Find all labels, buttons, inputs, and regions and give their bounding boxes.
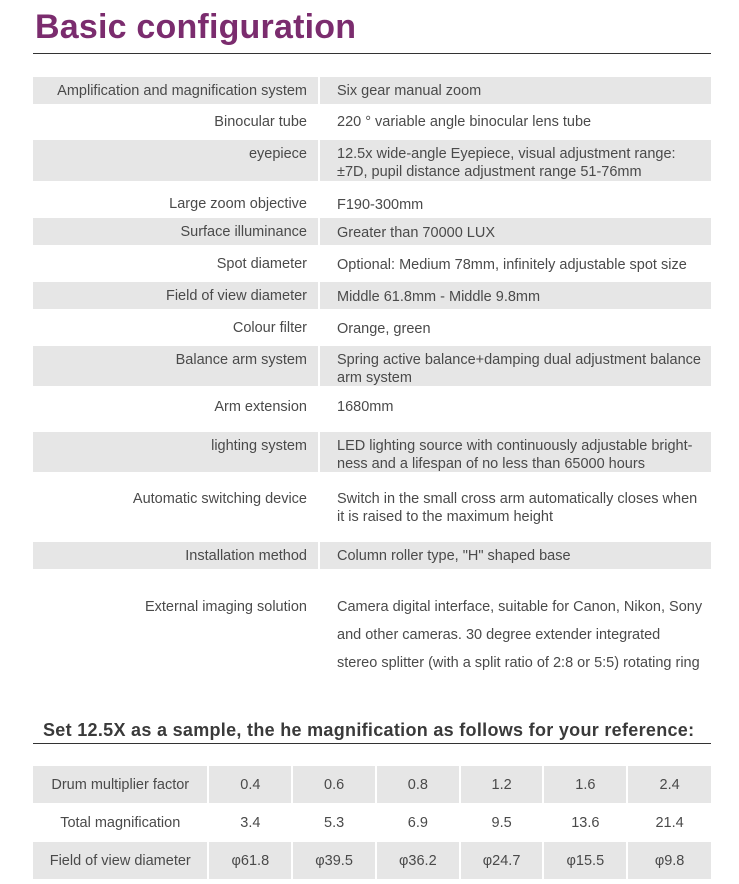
- spec-value-line: ±7D, pupil distance adjustment range 51-76mm: [337, 164, 642, 180]
- spec-row: [33, 432, 711, 472]
- table-cell: 0.4: [209, 766, 291, 803]
- table-cell: φ9.8: [628, 842, 711, 879]
- spec-value-line: Camera digital interface, suitable for Canon, Nikon, Sony: [337, 599, 703, 615]
- spec-row: [33, 390, 711, 428]
- spec-value: [320, 593, 711, 703]
- spec-value-line: ness and a lifespan of no less than 65000 hours: [337, 456, 645, 472]
- spec-value: Six gear manual zoom: [320, 77, 711, 104]
- spec-row: [33, 487, 711, 529]
- spec-value-line: it is raised to the maximum height: [337, 509, 553, 525]
- spec-label: Spot diameter: [216, 256, 307, 272]
- magnification-table: [33, 766, 711, 880]
- spec-value: Optional: Medium 78mm, infinitely adjustable spot size: [337, 257, 687, 273]
- spec-value-line: Switch in the small cross arm automatically closes when: [337, 491, 698, 507]
- spec-value-line: 12.5x wide-angle Eyepiece, visual adjustment range:: [337, 146, 676, 162]
- table-cell: 0.8: [377, 766, 459, 803]
- table-cell: 6.9: [407, 814, 428, 831]
- spec-label: External imaging solution: [144, 599, 307, 615]
- table-cell: φ61.8: [209, 842, 291, 879]
- spec-value: [320, 346, 711, 386]
- spec-label: Binocular tube: [214, 114, 307, 130]
- spec-value: Column roller type, "H" shaped base: [320, 542, 711, 569]
- spec-table: [33, 77, 711, 703]
- table-cell: φ15.5: [544, 842, 626, 879]
- spec-label: lighting system: [33, 432, 318, 472]
- spec-row: [33, 186, 711, 217]
- table-cell: 3.4: [240, 814, 261, 831]
- magnification-row: [33, 842, 711, 879]
- title-divider: [33, 53, 711, 54]
- spec-label: Installation method: [33, 542, 318, 569]
- spec-label: Field of view diameter: [33, 282, 318, 309]
- spec-value-line: Spring active balance+damping dual adjustment balance: [337, 352, 701, 368]
- spec-row: [33, 249, 711, 278]
- spec-label: eyepiece: [33, 140, 318, 181]
- table-cell: 0.6: [293, 766, 375, 803]
- spec-row: [33, 313, 711, 342]
- spec-row: [33, 346, 711, 386]
- spec-value-line: and other cameras. 30 degree extender integrated: [337, 627, 661, 643]
- table-cell: 1.6: [544, 766, 626, 803]
- table-cell: φ24.7: [461, 842, 543, 879]
- spec-value: F190-300mm: [337, 197, 424, 213]
- table-cell: 2.4: [628, 766, 711, 803]
- spec-label: Arm extension: [214, 399, 307, 415]
- spec-value: Orange, green: [337, 321, 431, 337]
- spec-value: Greater than 70000 LUX: [320, 218, 711, 245]
- row-label: Total magnification: [60, 814, 181, 831]
- spec-value: Middle 61.8mm - Middle 9.8mm: [320, 282, 711, 309]
- spec-value: [320, 432, 711, 472]
- table-cell: 5.3: [324, 814, 345, 831]
- spec-label: Surface illuminance: [33, 218, 318, 245]
- spec-label: Large zoom objective: [169, 196, 307, 212]
- row-label: Drum multiplier factor: [33, 766, 207, 803]
- page-title: Basic configuration: [35, 8, 357, 46]
- table-cell: 21.4: [655, 814, 684, 831]
- spec-row: [33, 593, 711, 703]
- spec-label: Balance arm system: [33, 346, 318, 386]
- row-label: Field of view diameter: [33, 842, 207, 879]
- spec-row: [33, 140, 711, 181]
- spec-value: [320, 140, 711, 181]
- spec-row: [33, 108, 711, 136]
- spec-value: 220 ° variable angle binocular lens tube: [337, 114, 592, 130]
- table-cell: 1.2: [461, 766, 543, 803]
- magnification-row: [33, 804, 711, 841]
- spec-value: [320, 487, 711, 529]
- spec-row: [33, 77, 711, 104]
- magnification-row: [33, 766, 711, 803]
- table-cell: 13.6: [571, 814, 600, 831]
- spec-row: [33, 282, 711, 309]
- table-cell: 9.5: [491, 814, 512, 831]
- spec-value-line: stereo splitter (with a split ratio of 2:8 or 5:5) rotating ring: [337, 655, 700, 671]
- spec-value: 1680mm: [337, 399, 394, 415]
- spec-value-line: LED lighting source with continuously adjustable bright-: [337, 438, 693, 454]
- magnification-title: Set 12.5X as a sample, the he magnification as follows for your reference:: [43, 720, 695, 740]
- magnification-divider: [33, 743, 711, 744]
- spec-label: Amplification and magnification system: [33, 77, 318, 104]
- spec-value-line: arm system: [337, 370, 412, 386]
- spec-row: [33, 218, 711, 245]
- table-cell: φ39.5: [293, 842, 375, 879]
- spec-row: [33, 542, 711, 569]
- spec-label: Automatic switching device: [132, 491, 307, 507]
- table-cell: φ36.2: [377, 842, 459, 879]
- spec-label: Colour filter: [232, 320, 307, 336]
